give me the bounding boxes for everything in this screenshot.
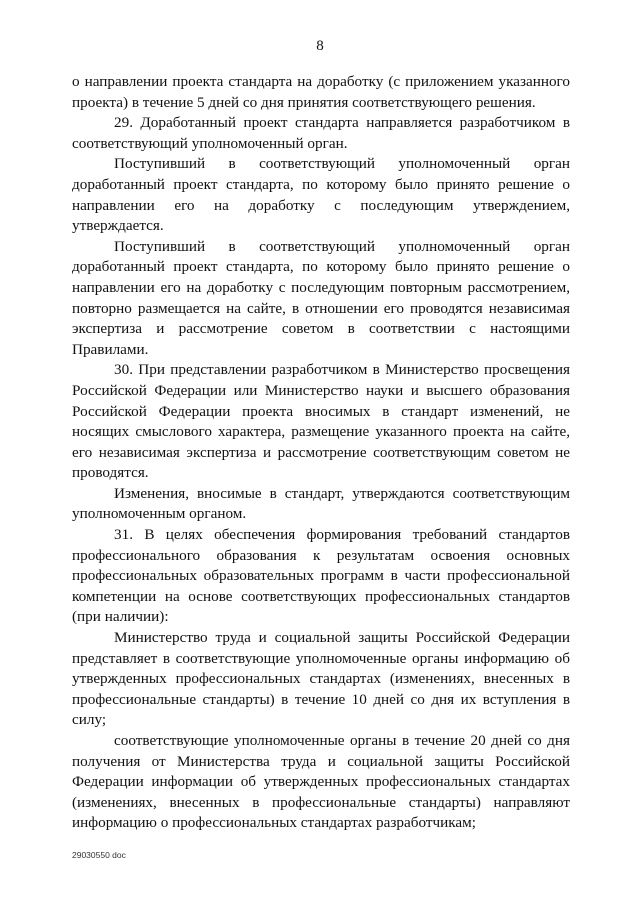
paragraph-ministry-labor: Министерство труда и социальной защиты Российской Федерации представляет в соответствующие уполномоченные органы информацию об утвержденных профессиональных стандартах (изменениях, внесенных в профессиональные стандарты) в течение 10 дней со дня их вступления в силу; (72, 629, 570, 729)
paragraph-item-31: 31. В целях обеспечения формирования требований стандартов профессионального образования к результатам освоения основных профессиональных образовательных программ в части профессиональной компетенции на основе соответствующих профессиональных стандартов (при наличии): (72, 526, 570, 626)
paragraph-continuation: о направлении проекта стандарта на доработку (с приложением указанного проекта) в течение 5 дней со дня принятия соответствующего решения. (72, 73, 570, 111)
paragraph-item-29: 29. Доработанный проект стандарта направляется разработчиком в соответствующий уполномоченный орган. (72, 114, 570, 152)
document-body (72, 72, 570, 834)
document-footer-code: 29030550 doc (72, 850, 126, 860)
paragraph-authorized-bodies: соответствующие уполномоченные органы в течение 20 дней со дня получения от Министерства труда и социальной защиты Российской Федерации информации об утвержденных профессиональных стандартах (изменениях, внесенных в профессиональные стандарты) направляют информацию о профессиональных стандартах разработчикам; (72, 732, 570, 832)
paragraph-repeat-review: Поступивший в соответствующий уполномоченный орган доработанный проект стандарта, по которому было принято решение о направлении его на доработку с последующим повторным рассмотрением, повторно размещается на сайте, в отношении его проводятся независимая экспертиза и рассмотрение советом в соответствии с настоящими Правилами. (72, 237, 570, 358)
page-number: 8 (316, 38, 324, 54)
paragraph-item-30: 30. При представлении разработчиком в Министерство просвещения Российской Федерации или Министерство науки и высшего образования Российской Федерации проекта вносимых в стандарт изменений, не носящих смыслового характера, размещение указанного проекта на сайте, его независимая экспертиза и рассмотрение соответствующим советом не проводятся. (72, 361, 570, 482)
paragraph-changes-approval: Изменения, вносимые в стандарт, утверждаются соответствующим уполномоченным органом. (72, 484, 570, 523)
paragraph-approval: Поступивший в соответствующий уполномоченный орган доработанный проект стандарта, по которому было принято решение о направлении его на доработку с последующим утверждением, утверждается. (72, 155, 570, 235)
